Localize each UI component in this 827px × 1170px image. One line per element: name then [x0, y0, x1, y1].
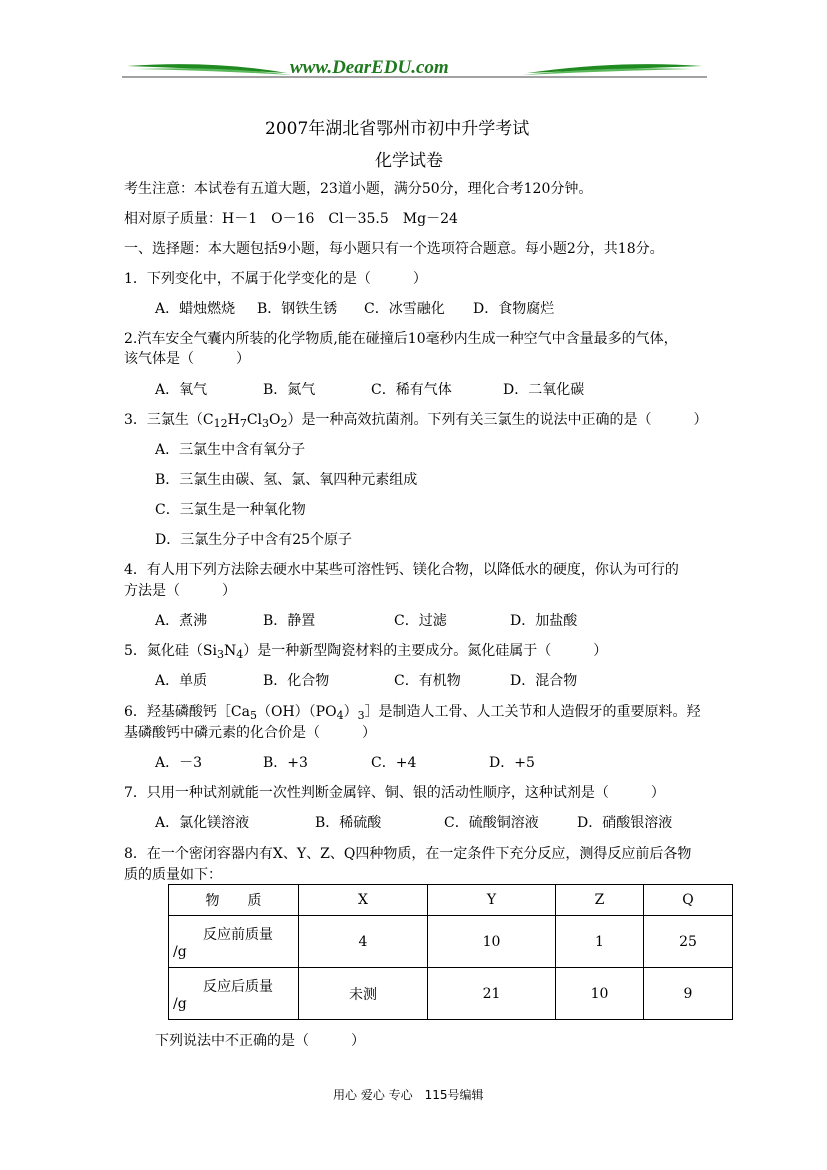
- mass-table: [168, 884, 733, 1020]
- q2-option-b: B．氮气: [263, 382, 316, 398]
- table-cell: 未测: [299, 968, 428, 1020]
- table-cell: 10: [428, 916, 556, 968]
- exam-notice: 考生注意：本试卷有五道大题，23道小题，满分50分，理化合考120分钟。: [124, 181, 593, 197]
- table-header-cell: X: [299, 885, 428, 916]
- row-label-cell: [169, 968, 299, 1020]
- question-4-stem-line2: 方法是（ ）: [124, 583, 236, 599]
- question-6-stem-line2: 基磷酸钙中磷元素的化合价是（ ）: [124, 725, 376, 741]
- q1-option-c: C．冰雪融化: [364, 301, 445, 317]
- question-2-stem-line1: 2.汽车安全气囊内所装的化学物质,能在碰撞后10毫秒内生成一种空气中含量最多的气体，: [124, 331, 678, 347]
- table-header-cell: 物 质: [169, 885, 299, 916]
- q6-option-d: D．+5: [489, 755, 535, 771]
- row-label-line2: /g: [173, 995, 187, 1012]
- section-heading: 一、选择题：本大题包括9小题，每小题只有一个选项符合题意。每小题2分，共18分。: [124, 241, 664, 257]
- question-8-after-table: 下列说法中不正确的是（ ）: [155, 1033, 365, 1049]
- q7-option-d: D．硝酸银溶液: [577, 815, 673, 831]
- question-2-stem-line2: 该气体是（ ）: [124, 351, 250, 367]
- q2-option-c: C．稀有气体: [371, 382, 452, 398]
- row-label-line1: 反应后质量: [203, 978, 273, 995]
- q2-option-d: D．二氧化碳: [503, 382, 585, 398]
- q4-option-c: C．过滤: [394, 613, 447, 629]
- q7-option-b: B．稀硫酸: [315, 815, 382, 831]
- question-6-stem-line1: 6．羟基磷酸钙$[Ca_5(OH)(PO_4)_3]$是制造人工骨、人工关节和人造假牙的重要原料。羟: [124, 704, 701, 722]
- table-cell: 10: [556, 968, 644, 1020]
- question-8-stem-line2: 质的质量如下：: [124, 867, 222, 883]
- question-7-stem: 7．只用一种试剂就能一次性判断金属锌、铜、银的活动性顺序，这种试剂是（ ）: [124, 785, 665, 801]
- q5-option-c: C．有机物: [394, 673, 461, 689]
- question-8-stem-line1: 8．在一个密闭容器内有X、Y、Z、Q四种物质，在一定条件下充分反应，测得反应前后各物: [124, 846, 692, 862]
- q1-option-b: B．钢铁生锈: [257, 301, 338, 317]
- page-footer: 用心 爱心 专心 115号编辑: [333, 1088, 484, 1102]
- q6-option-b: B．+3: [263, 755, 308, 771]
- q1-option-a: A．蜡烛燃烧: [155, 301, 236, 317]
- question-4-stem-line1: 4．有人用下列方法除去硬水中某些可溶性钙、镁化合物，以降低水的硬度，你认为可行的: [124, 562, 679, 578]
- table-cell: 25: [644, 916, 733, 968]
- q3-option-b: B．三氯生由碳、氢、氯、氧四种元素组成: [155, 472, 418, 488]
- atomic-mass-line: 相对原子质量：H－1 O－16 Cl－35.5 Mg－24: [124, 211, 458, 227]
- row-label-line2: /g: [173, 943, 187, 960]
- table-cell: 1: [556, 916, 644, 968]
- q7-option-c: C．硫酸铜溶液: [444, 815, 539, 831]
- q2-option-a: A．氧气: [155, 382, 208, 398]
- exam-subtitle: 化学试卷: [375, 151, 443, 171]
- q6-option-c: C．+4: [371, 755, 417, 771]
- q5-option-d: D．混合物: [510, 673, 578, 689]
- q4-option-a: A．煮沸: [155, 613, 208, 629]
- table-header-row: [169, 885, 733, 916]
- q5-option-a: A．单质: [155, 673, 208, 689]
- row-label-cell: [169, 916, 299, 968]
- table-header-cell: Q: [644, 885, 733, 916]
- table-header-cell: Y: [428, 885, 556, 916]
- q3-option-a: A．三氯生中含有氧分子: [155, 442, 306, 458]
- table-row: [169, 916, 733, 968]
- table-row: [169, 968, 733, 1020]
- exam-title: 2007年湖北省鄂州市初中升学考试: [265, 119, 530, 139]
- table-cell: 9: [644, 968, 733, 1020]
- site-logo[interactable]: www.DearEDU.com: [290, 57, 449, 78]
- q6-option-a: A．－3: [155, 755, 203, 771]
- question-5-stem: 5．氮化硅$(Si_3N_4)$是一种新型陶瓷材料的主要成分。氮化硅属于（ ）: [124, 643, 608, 661]
- table-header-cell: Z: [556, 885, 644, 916]
- table-cell: 4: [299, 916, 428, 968]
- q5-option-b: B．化合物: [263, 673, 330, 689]
- question-1-stem: 1．下列变化中，不属于化学变化的是（ ）: [124, 271, 427, 287]
- table-cell: 21: [428, 968, 556, 1020]
- q3-option-c: C．三氯生是一种氧化物: [155, 502, 306, 518]
- q4-option-d: D．加盐酸: [510, 613, 578, 629]
- q7-option-a: A．氯化镁溶液: [155, 815, 250, 831]
- q1-option-d: D．食物腐烂: [473, 301, 555, 317]
- q4-option-b: B．静置: [263, 613, 316, 629]
- question-3-stem: 3．三氯生$(C_{12}H_7Cl_3O_2)$是一种高效抗菌剂。下列有关三氯生的说法中正确的是（ ）: [124, 412, 708, 430]
- row-label-line1: 反应前质量: [203, 926, 273, 943]
- q3-option-d: D．三氯生分子中含有25个原子: [155, 532, 353, 548]
